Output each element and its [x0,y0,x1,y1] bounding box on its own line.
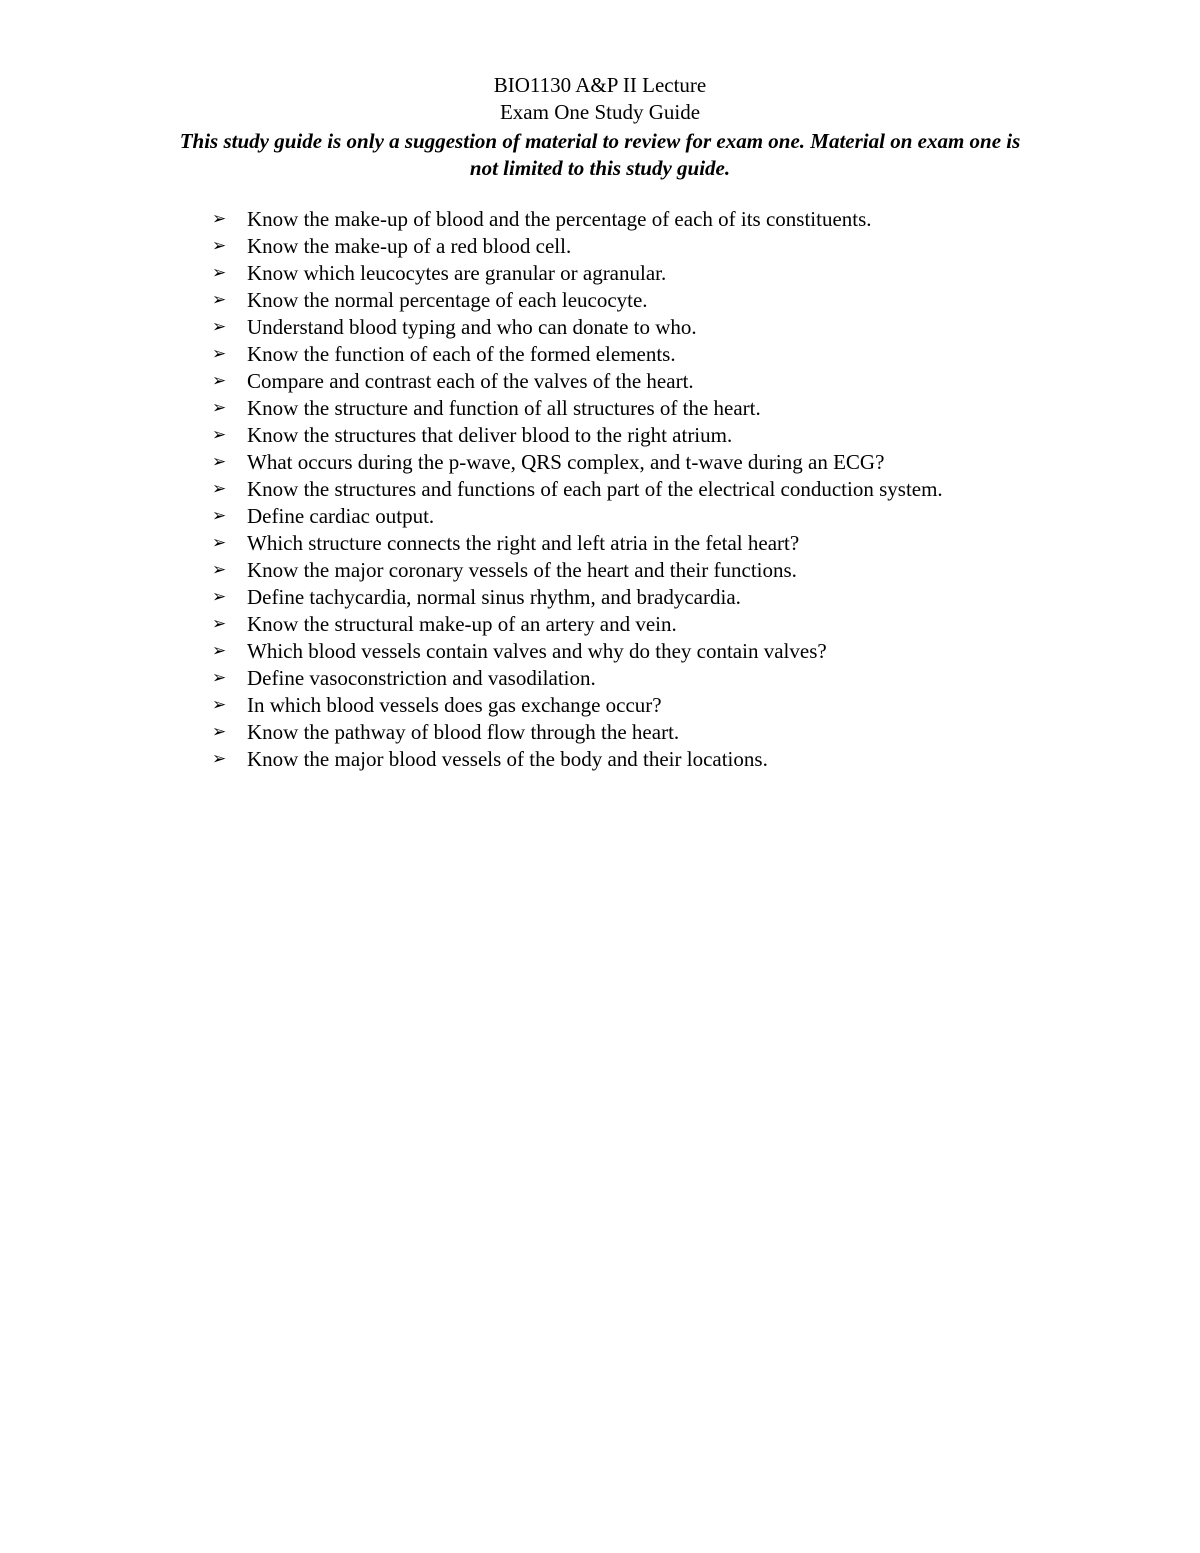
study-topic-item [210,260,970,287]
course-title: BIO1130 A&P II Lecture [493,73,707,97]
arrowhead-bullet-icon: ➢ [212,290,227,310]
study-topic-text: Know the major coronary vessels of the heart and their functions. [247,558,797,582]
guide-title: Exam One Study Guide [499,100,701,124]
arrowhead-bullet-icon: ➢ [212,452,227,472]
study-topic-text: Know the structures that deliver blood to the right atrium. [247,423,733,447]
study-topic-text: Define tachycardia, normal sinus rhythm, and bradycardia. [247,585,741,609]
arrowhead-bullet-icon: ➢ [212,263,227,283]
study-topic-item [210,530,970,557]
study-topic-item [210,206,970,233]
study-topic-item [210,638,970,665]
arrowhead-bullet-icon: ➢ [212,371,227,391]
study-topic-text: Compare and contrast each of the valves of the heart. [247,369,694,393]
study-topic-text: Know the pathway of blood flow through the heart. [247,720,680,744]
study-topic-item [210,233,970,260]
arrowhead-bullet-icon: ➢ [212,722,227,742]
arrowhead-bullet-icon: ➢ [212,209,227,229]
study-topic-item [210,611,970,638]
study-topic-text: Know the structure and function of all structures of the heart. [247,396,761,420]
study-topic-item [210,341,970,368]
document-header [0,72,1200,182]
arrowhead-bullet-icon: ➢ [212,614,227,634]
study-topic-item [210,476,970,503]
arrowhead-bullet-icon: ➢ [212,506,227,526]
arrowhead-bullet-icon: ➢ [212,344,227,364]
study-topic-text: Know which leucocytes are granular or agranular. [247,261,667,285]
arrowhead-bullet-icon: ➢ [212,749,227,769]
study-topic-item [210,287,970,314]
study-topic-text: Understand blood typing and who can donate to who. [247,315,697,339]
study-topic-item [210,422,970,449]
arrowhead-bullet-icon: ➢ [212,641,227,661]
study-topic-text: Know the function of each of the formed elements. [247,342,676,366]
arrowhead-bullet-icon: ➢ [212,236,227,256]
study-topic-text: Know the make-up of blood and the percentage of each of its constituents. [247,207,872,231]
study-topic-text: Which structure connects the right and left atria in the fetal heart? [247,531,800,555]
arrowhead-bullet-icon: ➢ [212,479,227,499]
arrowhead-bullet-icon: ➢ [212,587,227,607]
study-topic-item [210,557,970,584]
study-topic-text: In which blood vessels does gas exchange occur? [247,693,662,717]
study-topic-item [210,368,970,395]
study-topic-text: Know the major blood vessels of the body and their locations. [247,747,768,771]
study-topic-text: What occurs during the p-wave, QRS complex, and t-wave during an ECG? [247,450,885,474]
study-topic-item [210,395,970,422]
study-topic-text: Define cardiac output. [247,504,435,528]
study-topic-item [210,503,970,530]
arrowhead-bullet-icon: ➢ [212,668,227,688]
study-topic-text: Define vasoconstriction and vasodilation. [247,666,596,690]
study-topic-text: Which blood vessels contain valves and why do they contain valves? [247,639,827,663]
arrowhead-bullet-icon: ➢ [212,533,227,553]
study-topic-text: Know the structures and functions of each part of the electrical conduction system. [247,477,943,501]
arrowhead-bullet-icon: ➢ [212,317,227,337]
study-topic-text: Know the normal percentage of each leucocyte. [247,288,648,312]
study-topic-item [210,665,970,692]
study-topic-item [210,692,970,719]
study-topic-text: Know the structural make-up of an artery and vein. [247,612,677,636]
study-topic-item [210,449,970,476]
study-topic-item [210,719,970,746]
study-topic-item [210,314,970,341]
arrowhead-bullet-icon: ➢ [212,560,227,580]
study-topic-item [210,746,970,773]
study-topics-list [210,206,970,773]
disclaimer-text: This study guide is only a suggestion of material to review for exam one. Material on exam one is not limited to this study guide. [179,129,1021,180]
study-topic-text: Know the make-up of a red blood cell. [247,234,572,258]
arrowhead-bullet-icon: ➢ [212,695,227,715]
arrowhead-bullet-icon: ➢ [212,398,227,418]
study-topic-item [210,584,970,611]
arrowhead-bullet-icon: ➢ [212,425,227,445]
